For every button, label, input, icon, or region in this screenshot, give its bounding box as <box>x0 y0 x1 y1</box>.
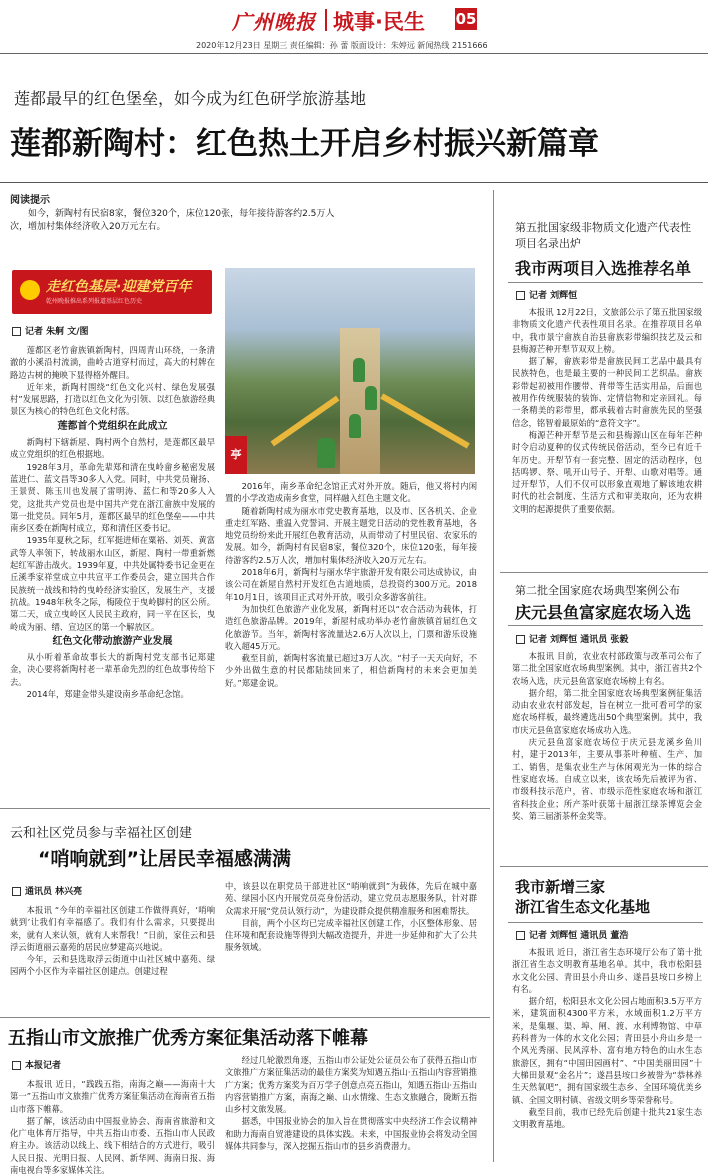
paragraph: 随着新陶村成为丽水市党史教育基地，以及市、区各机关、企业重走红军路、重温入党誓词、开展主题党日活动的党性教育基地，各地党员纷纷来此开展红色教育活动，从而带动了村里民宿、农家乐的发展。如今，新陶村有民宿8家，餐位320个，床位120张，每年接待游客约2.5万人次，增加村集体经济收入20万元左右。 <box>225 505 477 565</box>
photo-person <box>365 386 377 410</box>
paragraph: 目前，两个小区均已完成幸福社区创建工作，小区整体形象、居住环境和配套设施等得到大幅改造提升，并进一步延伸和扩大了公共服务领域。 <box>225 917 477 953</box>
paragraph: 1935年夏秋之际，红军挺进师在粟裕、刘英、黄富武等人率领下，转战丽水山区，新屋、陶村一带重新燃起红军游击战火。1939年夏，中共处属特委书记金更在丘溪季家祥堂成立中共宣平工作委员会，建立国共合作民族统一战线和特约曳岭经济实验区，发展生产，支援抗战。1948年秋冬之际，梅陵位于曳岭脚村的区公所。第二天，成立曳岭区人民民主政府，同一平在区长，曳岭成为丽、缙、宣边区的第一个解放区。 <box>10 535 215 632</box>
photo-sign: 亭 <box>225 436 247 474</box>
story2-column-1 <box>10 904 215 1012</box>
right-story2-headline: 庆元县鱼富家庭农场入选 <box>515 603 692 622</box>
masthead-divider <box>325 9 327 31</box>
paragraph: 本报讯 近日，浙江省生态环境厅公布了第十批浙江省生态文明教育基地名单。其中，我市松阳县水文化公园、青田县小舟山乡、遂昌县垵口乡榜上有名。 <box>512 947 702 994</box>
section-rule <box>0 1017 490 1018</box>
paragraph: 2014年，郑建金带头建设南乡革命纪念馆。 <box>26 689 189 700</box>
story3-headline: 五指山市文旅推广优秀方案征集活动落下帷幕 <box>8 1028 368 1049</box>
right-story2-body <box>512 650 702 862</box>
paragraph: 截至目前，我市已经先后创建十批共21家生态文明教育基地。 <box>512 1106 702 1130</box>
paragraph: 本报讯 目前，农业农村部政策与改革司公布了第二批全国家庭农场典型案例。其中，浙江省共2个农场入选，庆元县鱼富家庭农场榜上有名。 <box>512 651 702 686</box>
banner-subtitle: 乾州晚报推出系列报道基层红色历史 <box>46 298 143 305</box>
right-story3-body <box>512 946 702 1160</box>
photo-person <box>353 358 365 382</box>
lead-overline: 莲都最早的红色堡垒，如今成为红色研学旅游基地 <box>14 89 367 108</box>
dateline: 2020年12月23日 星期三 责任编辑：孙 蕾 版面设计：朱婷远 新闻热线 2151666 <box>196 41 488 50</box>
photo-person <box>317 438 335 468</box>
paragraph: 截至目前，新陶村客流量已超过3万人次。“村子一天天向好，不少外出做生意的村民都陆续回来了，相信新陶村的未来会更加美好。”郑建金说。 <box>225 653 477 688</box>
subheading: 莲都首个党组织在此成立 <box>57 420 168 432</box>
party-emblem-icon <box>20 280 40 300</box>
paragraph: 据介绍，松阳县水文化公园占地面积3.5万平方米，建筑面积4300平方米，水域面积1.2万平方米，是集堰、渠、埠、闸、渡、水利博物馆、中草药科普为一体的水文化公园；青田县小舟山乡是一个风光秀丽、民风淳朴、富有地方特色的山水生态旅游区，拥有“中国田园画村”、“中国美丽田园”十大梯田景观“金名片”；遂昌县垵口乡被誉为“恭林养生天然氧吧”，拥有国家级生态乡、全国环境优美乡镇、全国文明村镇、省级文明乡等荣誉称号。 <box>512 996 702 1105</box>
masthead-rule <box>0 53 708 54</box>
byline-square-icon <box>516 931 525 940</box>
reading-tip-label: 阅读提示 <box>10 195 50 206</box>
paragraph: 梅源芒种开犁节是云和县梅源山区在每年芒种时令启动夏种的仪式传统民俗活动，至今已有近千年历史。开犁节有一套完整、固定的活动程序，包括鸣锣、祭、吼开山号子、开犁、山歌对唱等。通过开犁节，人们不仅可以形象直观地了解该地农耕时代的社会制度、生活方式和审美取向，还为农耕文明的起源提供了重要依据。 <box>512 429 702 514</box>
paragraph: 本报讯 “今年的幸福社区创建工作做得真好，‘哨响就到’让我们有幸福感了。我们有什么需求，只要提出来，就有人来认领，就有人来帮我！”日前，家住云和县浮云街道丽云嘉苑的居民应梦建高兴地说。 <box>10 905 215 952</box>
byline-square-icon <box>516 635 525 644</box>
story2-column-2 <box>225 880 477 1010</box>
lead-byline-text: 记者 朱舸 文/图 <box>25 327 89 337</box>
newspaper-brand: 广州晚报 <box>232 10 316 34</box>
lead-headline: 莲都新陶村：红色热土开启乡村振兴新篇章 <box>10 126 599 162</box>
right-story2-byline-text: 记者 刘辉恒 通讯员 张毅 <box>529 635 629 645</box>
story3-byline-text: 本报记者 <box>25 1061 62 1071</box>
paragraph: 据了解，该活动由中国报业协会、海南省旅游和文化广电体育厅指导，中共五指山市委、五指山市人民政府主办。该活动以线上、线下相结合的方式进行，吸引人民日报、光明日报、人民网、新华网、海南日报、海南电视台等多家媒体关注。 <box>10 1115 215 1176</box>
headline-rule <box>0 182 708 183</box>
paragraph: 近年来，新陶村围绕“红色文化兴村、绿色发展强村”发展思路，打造以红色文化为引领、以红色旅游经典景区为核心的特色红色文化村落。 <box>10 381 215 417</box>
right-story3-byline-text: 记者 刘辉恒 通讯员 董浩 <box>529 931 629 941</box>
column-divider <box>493 190 494 1162</box>
right-story1-headline: 我市两项目入选推荐名单 <box>515 259 692 278</box>
paragraph: 新陶村下辖新屋、陶村两个自然村，是莲都区最早成立党组织的红色根据地。 <box>10 437 215 460</box>
byline-square-icon <box>516 291 525 300</box>
right-story1-byline-text: 记者 刘辉恒 <box>529 291 578 301</box>
story2-byline-text: 通讯员 林兴亮 <box>25 887 83 897</box>
photo-railing-right <box>380 393 470 448</box>
paragraph: 庆元县鱼富家庭农场位于庆元县龙溪乡鱼川村，建于2013年，主要从事茶叶种植、生产、加工、销售，是集农业生产与休闲观光为一体的综合性家庭农场。自成立以来，该农场先后被评为省、市级科技示范户，省、市级示范性家庭农场和浙江省科技企业；所产茶叶获第十届浙江绿茶博览会金奖、第三届浙茶杯金奖等。 <box>512 737 702 821</box>
story2-headline: “哨响就到”让居民幸福感满满 <box>38 848 291 870</box>
right-story2-byline <box>516 632 628 645</box>
series-banner <box>12 270 212 314</box>
subheading: 红色文化带动旅游产业发展 <box>52 635 173 647</box>
story2-byline <box>12 884 82 897</box>
paragraph: 据悉，中国报业协会的加入旨在贯彻落实中央经济工作会议精神和助力海南自贸港建设的具体实践。未来，中国报业协会将发动全国媒体共同参与，深入挖掘五指山市的县乡消费潜力。 <box>225 1116 477 1152</box>
paragraph: 从小听着革命故事长大的新陶村党支部书记郑建金，决心要将新陶村老一辈革命先烈的红色故事传给下去。 <box>10 652 215 687</box>
story3-column-2 <box>225 1054 477 1162</box>
lead-column-1 <box>10 344 215 800</box>
byline-square-icon <box>12 327 21 336</box>
paragraph: 1928年3月，革命先辈郑和清在曳岭畲乡秘密发展蓝进仁、蓝文昌等30多人入党。同时，中共党员谢扬、王景贤、陈玉川也发展了雷明涛、蓝仁和等20多人入党，这批共产党员也是中国共产党在浙江畲族中发展的第一批党员。同年5月，莲都区最早的红色堡垒——中共南乡区委在新陶村成立，郑和清任区委书记。 <box>10 461 215 534</box>
lead-photo <box>225 268 475 474</box>
right-story2-overline: 第二批全国家庭农场典型案例公布 <box>515 584 680 597</box>
paragraph: 莲都区老竹畲族镇新陶村，四周青山环绕，一条清澈的小溪沿村流淌，曲岭古道穿村而过，高大的村牌在路边古树的掩映下显得格外醒目。 <box>10 345 215 380</box>
right-story1-overline: 第五批国家级非物质文化遗产代表性项目名录出炉 <box>515 221 691 250</box>
page-number: 05 <box>455 10 477 28</box>
paragraph: 今年，云和县选取浮云街道中山社区城中嘉苑、绿园两个小区作为幸福社区创建点。创建过程 <box>10 954 215 977</box>
paragraph: 据介绍，第二批全国家庭农场典型案例征集活动由农业农村部发起，旨在树立一批可看可学的家庭农场样板，最终遴选出50个典型案例。其中，我市庆元县鱼富家庭农场成功入选。 <box>512 687 702 735</box>
paragraph: 2016年，南乡革命纪念馆正式对外开放。随后，他又将村内闲置的小学改造成南乡食堂，同样融入红色主题文化。 <box>225 481 477 504</box>
lead-column-2 <box>225 480 477 802</box>
section-title: 城事·民生 <box>333 10 425 34</box>
banner-title: 走红色基层·迎建党百年 <box>46 279 192 295</box>
paragraph: 本报讯 近日，“践践五指，南海之巅——海南十大第一”五指山市文旅推广优秀方案征集活动在海南省五指山市落下帷幕。 <box>10 1079 215 1114</box>
lead-byline <box>12 324 89 337</box>
byline-square-icon <box>12 1061 21 1070</box>
byline-square-icon <box>12 887 21 896</box>
headline-rule <box>508 282 703 283</box>
story2-overline: 云和社区党员参与幸福社区创建 <box>10 826 193 841</box>
story3-column-1 <box>10 1078 215 1176</box>
section-rule <box>0 808 490 809</box>
right-story3-headline-line2: 浙江省生态文化基地 <box>515 898 651 916</box>
section-rule <box>500 572 708 573</box>
paragraph: 2018年6月，新陶村与丽水华宇旅游开发有限公司达成协议，由该公司在新屋自然村开发红色古道地质，总投资约300万元。2018年10月1日，该项目正式对外开放，吸引众多游客前往。 <box>225 567 477 602</box>
paragraph: 经过几轮激烈角逐，五指山市公证处公证员公布了获得五指山市文旅推广方案征集活动的最佳方案奖为知遇五指山·五指山内容营销推广方案；优秀方案奖为百万学子创意点亮五指山，知遇五指山·五指山内容营销推广方案，南海之巅、山水情缘、生态文旅融合，陇断五指山乡村文旅发展。 <box>225 1055 477 1115</box>
right-story1-byline <box>516 288 577 301</box>
photo-person <box>349 414 361 438</box>
right-story1-body <box>512 306 702 568</box>
headline-rule <box>508 625 703 626</box>
paragraph: 据了解，畲族彩带是畲族民间工艺品中最具有民族特色，也是最主要的一种民间工艺织品。畲族彩带起初被用作腰带、背带等生活实用品，后面也被用作传统服装的装饰、定情信物和定亲回礼。每一条精美的彩带里，都承载着古时畲族先民的坚强信念，铭智着最原始的“意符文字”。 <box>512 356 702 428</box>
paragraph: 为加快红色旅游产业化发展，新陶村还以“农合活动为载体，打造红色旅游品牌。2019年，新屋村成功举办老竹畲族镇首届红色文化旅游节。当年，新陶村客流量达2.6万人次以上，门票和游乐设施收入超45万元。 <box>225 603 477 651</box>
paragraph: 中，该县以在职党员干部进社区“哨响就到”为载体，先后在城中嘉苑、绿园小区内开展党员亮身份活动，建立党员志愿服务队，针对群众需求开展“党员认领行动”，为建设群众提供精准服务和困难帮扶。 <box>225 881 477 916</box>
story3-byline <box>12 1058 61 1071</box>
reading-tip-text: 如今，新陶村有民宿8家，餐位320个，床位120张，每年接待游客约2.5万人次，增加村集体经济收入20万元左右。 <box>10 209 335 232</box>
right-story3-headline-line1: 我市新增三家 <box>515 878 606 896</box>
right-story3-byline <box>516 928 628 941</box>
paragraph: 本报讯 12月22日，文旅部公示了第五批国家级非物质文化遗产代表性项目名录。在推荐项目名单中，我市景宁畲族自治县畲族彩带编织技艺及云和县梅源芒种开犁节双双上榜。 <box>512 307 702 354</box>
section-rule <box>500 866 708 867</box>
headline-rule <box>508 922 703 923</box>
